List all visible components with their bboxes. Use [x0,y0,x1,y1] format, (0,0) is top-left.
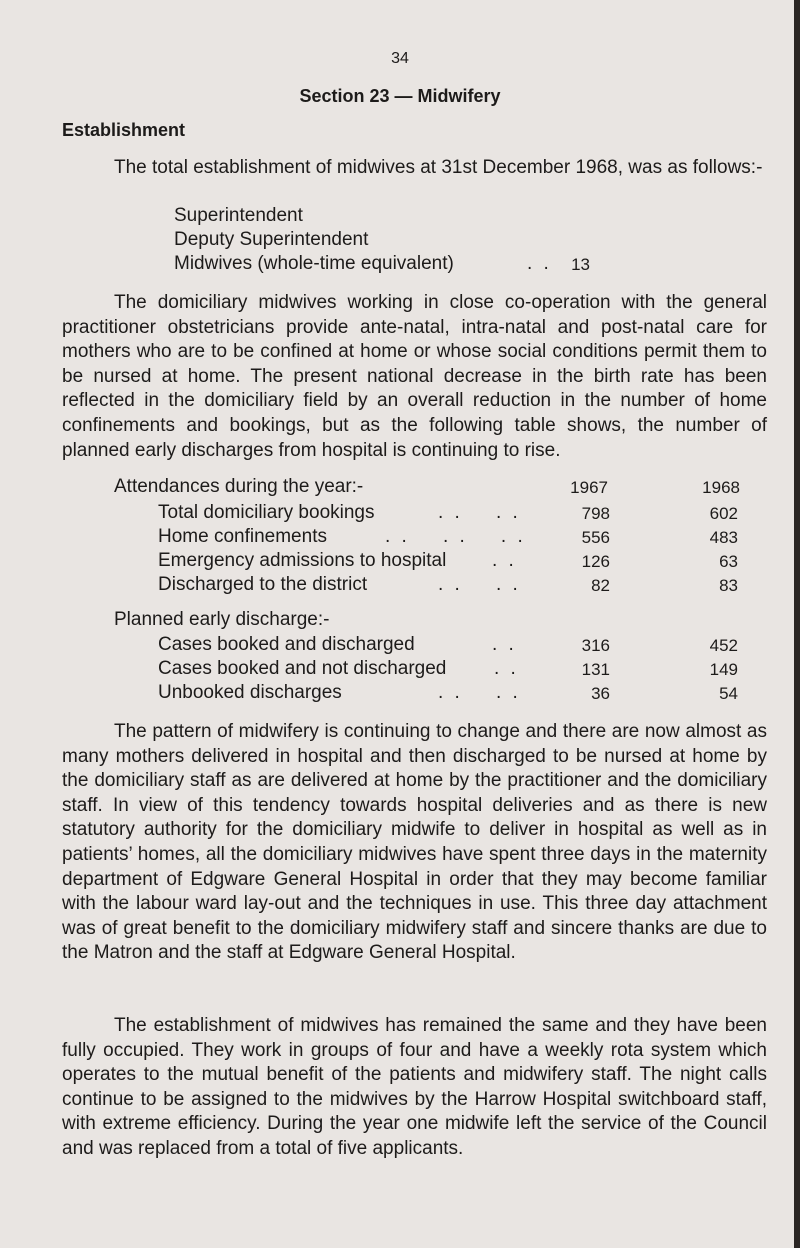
leader-dots: . . . . . . [385,526,526,547]
row-value-1968: 483 [709,528,738,547]
row-label: Home confinements [158,526,327,547]
paragraph-establishment-text: The total establishment of midwives at 31st December 1968, was as follows:- [114,157,763,178]
row-label: Total domiciliary bookings [158,502,375,523]
paragraph-domiciliary-text: The domiciliary midwives working in close co-operation with the general practitioner obstetricians provide ante-natal, intra-natal and post-natal care for mothers who are to be confined at home or whose social conditions permit them to be nursed at home. The present national decrease in the birth rate has been reflected in the domiciliary field by an overall reduction in the number of home confinements and bookings, but as the following table shows, the number of planned early discharges from hospital is continuing to rise. [62,292,767,461]
leader-dots: . . [492,550,517,571]
row-label: Emergency admissions to hospital [158,550,447,571]
establishment-heading: Establishment [62,120,186,140]
row-value-1968: 149 [709,660,738,679]
leader-dots: . . . . [438,574,521,595]
year-1968-header: 1968 [702,478,740,497]
paragraph-pattern-text: The pattern of midwifery is continuing to change and there are now almost as many mothers delivered in hospital and then discharged to be nursed at home by the domiciliary staff as are delivered at home by the practitioner and the domiciliary staff. In view of this tendency towards hospital deliveries and as there is new statutory authority for the domiciliary midwife to deliver in hospital as well as in patients’ homes, all the domiciliary midwives have spent three days in the maternity department of Edgware General Hospital in order that they may become familiar with the labour ward lay-out and the techniques in use. This three day attachment was of great benefit to the domiciliary midwifery staff and sincere thanks are due to the Matron and the staff at Edgware General Hospital. [62,721,767,964]
row-value-1968: 63 [719,552,738,571]
row-value-1968: 54 [719,684,738,703]
row-value-1967: 126 [581,552,610,571]
attendances-heading: Attendances during the year:- [114,476,364,497]
page-number: 34 [391,50,409,67]
leader-dots: . . . . [438,502,521,523]
planned-heading: Planned early discharge:- [114,609,330,630]
row-value-1967: 798 [581,504,610,523]
row-label: Cases booked and discharged [158,634,415,655]
row-label: Cases booked and not discharged [158,658,447,679]
leader-dots: . . . . [438,682,521,703]
page-edge [794,0,800,1248]
staff-deputy-superintendent: Deputy Superintendent [174,229,369,250]
row-value-1967: 131 [581,660,610,679]
row-label: Discharged to the district [158,574,368,595]
row-value-1968: 83 [719,576,738,595]
row-value-1967: 316 [581,636,610,655]
row-label: Unbooked discharges [158,682,342,703]
row-value-1968: 452 [709,636,738,655]
staff-midwives: Midwives (whole-time equivalent) [174,253,454,274]
paragraph-pattern [62,720,767,966]
section-title: Section 23 — Midwifery [299,86,501,106]
paragraph-domiciliary [62,291,767,463]
row-value-1968: 602 [709,504,738,523]
row-value-1967: 82 [591,576,610,595]
paragraph-rota [62,1014,767,1162]
staff-superintendent: Superintendent [174,205,303,226]
staff-midwives-value: 13 [571,255,590,274]
leader-dots: . . [494,658,519,679]
row-value-1967: 36 [591,684,610,703]
paragraph-establishment [62,156,767,181]
paragraph-rota-text: The establishment of midwives has remained the same and they have been fully occupied. They work in groups of four and have a weekly rota system which operates to the mutual benefit of the patients and midwifery staff. The night calls continue to be assigned to the midwives by the Harrow Hospital switchboard staff, with extreme efficiency. During the year one midwife left the service of the Council and was replaced from a total of five applicants. [62,1015,767,1159]
leader-dots: . . [527,253,552,274]
row-value-1967: 556 [581,528,610,547]
year-1967-header: 1967 [570,478,608,497]
leader-dots: . . [492,634,517,655]
